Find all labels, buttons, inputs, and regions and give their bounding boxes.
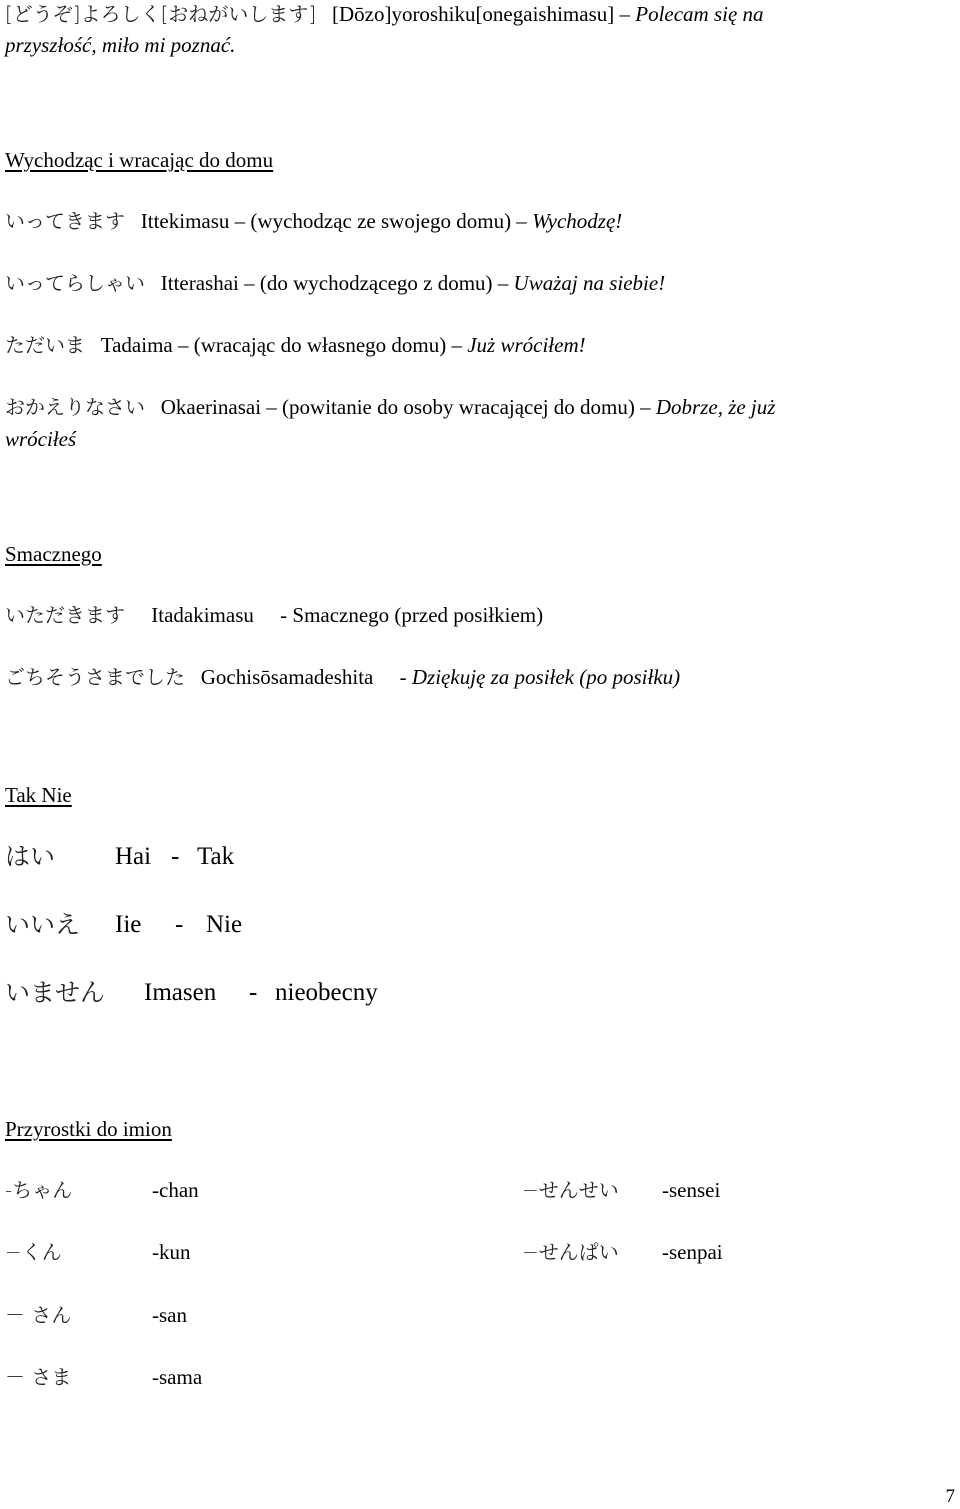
- suffix-jp: −せんぱい: [522, 1240, 619, 1264]
- entry-desc: -: [399, 665, 407, 689]
- entry-pl: Uważaj na siebie!: [513, 271, 666, 295]
- entry-jp: いってらしゃい: [5, 271, 145, 295]
- entry-dash: -: [175, 911, 184, 938]
- section-heading-home: Wychodząc i wracając do domu: [5, 148, 274, 172]
- entry-pl: Już wróciłem!: [467, 333, 586, 357]
- section-heading-suffix: Przyrostki do imion: [5, 1117, 172, 1141]
- entry-pl: Wychodzę!: [532, 209, 623, 233]
- entry-romaji: Iie: [115, 911, 142, 938]
- entry-desc: – (wychodząc ze swojego domu) –: [234, 209, 527, 233]
- intro-romaji: [Dōzo]yoroshiku[onegaishimasu] –: [331, 2, 630, 26]
- entry-okaerinasai-cont: wróciłeś: [5, 427, 77, 451]
- entry-gochisosamadeshita: [5, 663, 680, 691]
- entry-romaji: Gochisōsamadeshita: [200, 665, 374, 689]
- entry-desc: – (wracając do własnego domu) –: [178, 333, 462, 357]
- entry-tadaima: [5, 331, 586, 359]
- entry-jp: はい: [5, 842, 56, 871]
- entry-ittekimasu: [5, 207, 622, 235]
- entry-dash: -: [249, 979, 258, 1006]
- entry-pl: Nie: [206, 911, 243, 938]
- intro-line-1: [5, 0, 764, 28]
- entry-itterashai: [5, 269, 665, 297]
- entry-jp: ただいま: [5, 333, 85, 357]
- entry-pl: Dobrze, że już: [655, 395, 776, 419]
- entry-jp: いません: [5, 978, 106, 1007]
- entry-romaji: Itadakimasu: [151, 603, 254, 627]
- entry-romaji: Ittekimasu: [140, 209, 230, 233]
- entry-desc: – (powitanie do osoby wracającej do domu) –: [266, 395, 651, 419]
- entry-itadakimasu: [5, 601, 543, 629]
- entry-romaji: Imasen: [144, 979, 217, 1006]
- entry-jp: いいえ: [5, 910, 81, 939]
- intro-pl-2: przyszłość, miło mi poznać.: [5, 33, 236, 57]
- entry-jp: おかえりなさい: [5, 395, 145, 419]
- entry-romaji: Tadaima: [100, 333, 173, 357]
- entry-romaji: Hai: [115, 843, 152, 870]
- section-heading-yesno: Tak Nie: [5, 783, 72, 807]
- section-heading-meal: Smacznego: [5, 542, 102, 566]
- entry-okaerinasai: [5, 393, 775, 421]
- entry-pl: nieobecny: [275, 979, 378, 1006]
- suffix-romaji: -sama: [152, 1365, 203, 1389]
- entry-pl: Dziękuję za posiłek (po posiłku): [411, 665, 681, 689]
- suffix-jp: － さま: [5, 1365, 72, 1389]
- entry-romaji: Itterashai: [160, 271, 239, 295]
- suffix-jp: － さん: [5, 1303, 72, 1327]
- page-number: 7: [945, 1486, 955, 1507]
- entry-romaji: Okaerinasai: [160, 395, 262, 419]
- suffix-jp: -ちゃん: [5, 1178, 73, 1202]
- intro-pl-1: Polecam się na: [635, 2, 764, 26]
- suffix-romaji: -kun: [152, 1240, 191, 1264]
- suffix-romaji: -sensei: [662, 1178, 721, 1202]
- suffix-romaji: -senpai: [662, 1240, 723, 1264]
- entry-jp: いただきます: [5, 603, 125, 627]
- entry-pl: Tak: [197, 843, 235, 870]
- suffix-jp: −くん: [5, 1240, 62, 1264]
- suffix-romaji: -chan: [152, 1178, 199, 1202]
- suffix-jp: −せんせい: [522, 1178, 619, 1202]
- entry-jp: ごちそうさまでした: [5, 665, 185, 689]
- entry-desc: – (do wychodzącego z domu) –: [244, 271, 509, 295]
- suffix-romaji: -san: [152, 1303, 187, 1327]
- entry-jp: いってきます: [5, 209, 125, 233]
- intro-jp: [どうぞ]よろしく[おねがいします]: [5, 2, 317, 26]
- entry-desc: - Smacznego (przed posiłkiem): [280, 603, 544, 627]
- entry-dash: -: [171, 843, 180, 870]
